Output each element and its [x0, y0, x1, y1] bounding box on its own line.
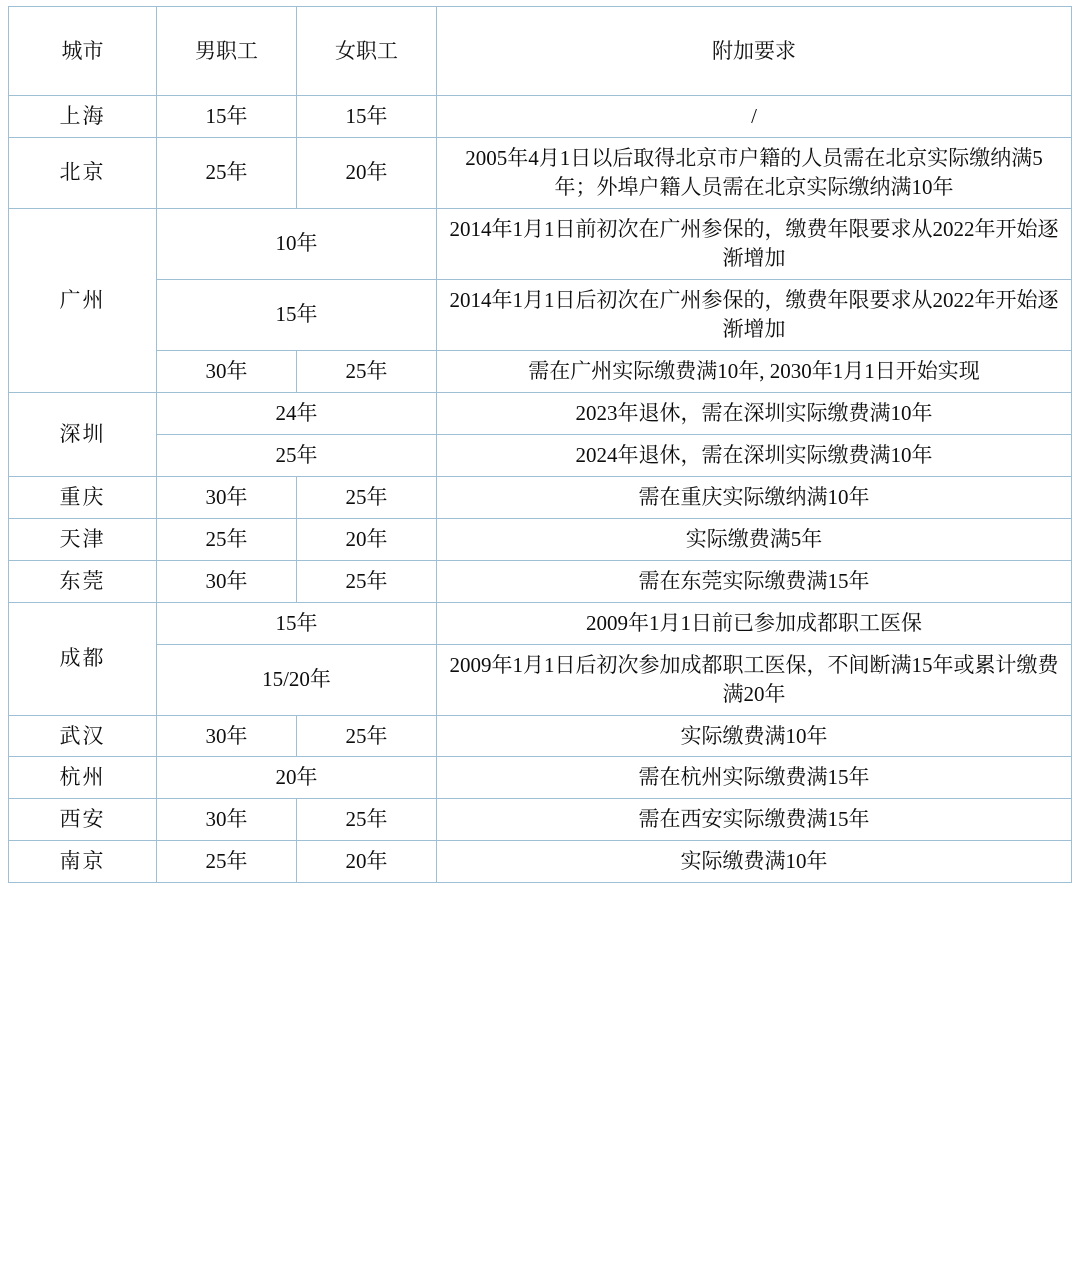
- cell-extra-requirement: 需在东莞实际缴费满15年: [437, 560, 1072, 602]
- column-header-female: 女职工: [297, 7, 437, 96]
- column-header-male: 男职工: [157, 7, 297, 96]
- cell-extra-requirement: 2014年1月1日前初次在广州参保的，缴费年限要求从2022年开始逐渐增加: [437, 208, 1072, 279]
- cell-female-years: 25年: [297, 560, 437, 602]
- cell-extra-requirement: /: [437, 96, 1072, 138]
- table-row: [9, 279, 1072, 350]
- cell-female-years: 20年: [297, 137, 437, 208]
- cell-extra-requirement: 需在杭州实际缴费满15年: [437, 757, 1072, 799]
- table-row: [9, 841, 1072, 883]
- cell-female-years: 25年: [297, 476, 437, 518]
- table-row: [9, 518, 1072, 560]
- column-header-city: 城市: [9, 7, 157, 96]
- table-row: [9, 644, 1072, 715]
- cell-male-years: 30年: [157, 476, 297, 518]
- cell-years-merged: 15年: [157, 602, 437, 644]
- cell-extra-requirement: 2005年4月1日以后取得北京市户籍的人员需在北京实际缴纳满5年；外埠户籍人员需在北京实际缴纳满10年: [437, 137, 1072, 208]
- cell-city: 成都: [9, 602, 157, 715]
- cell-female-years: 25年: [297, 799, 437, 841]
- table-row: [9, 96, 1072, 138]
- column-header-extra-requirements: 附加要求: [437, 7, 1072, 96]
- cell-extra-requirement: 2009年1月1日后初次参加成都职工医保，不间断满15年或累计缴费满20年: [437, 644, 1072, 715]
- cell-male-years: 25年: [157, 841, 297, 883]
- cell-years-merged: 15年: [157, 279, 437, 350]
- cell-years-merged: 20年: [157, 757, 437, 799]
- cell-years-merged: 15/20年: [157, 644, 437, 715]
- table-row: [9, 560, 1072, 602]
- table-row: [9, 137, 1072, 208]
- cell-male-years: 30年: [157, 715, 297, 757]
- table-row: [9, 434, 1072, 476]
- cell-male-years: 25年: [157, 518, 297, 560]
- cell-male-years: 30年: [157, 799, 297, 841]
- cell-extra-requirement: 2014年1月1日后初次在广州参保的，缴费年限要求从2022年开始逐渐增加: [437, 279, 1072, 350]
- table-row: [9, 476, 1072, 518]
- cell-extra-requirement: 需在广州实际缴费满10年, 2030年1月1日开始实现: [437, 350, 1072, 392]
- cell-city: 天津: [9, 518, 157, 560]
- cell-extra-requirement: 需在重庆实际缴纳满10年: [437, 476, 1072, 518]
- table-row: [9, 757, 1072, 799]
- table-body: [9, 96, 1072, 883]
- table-row: [9, 602, 1072, 644]
- cell-extra-requirement: 实际缴费满10年: [437, 841, 1072, 883]
- cell-female-years: 20年: [297, 518, 437, 560]
- cell-years-merged: 25年: [157, 434, 437, 476]
- cell-female-years: 20年: [297, 841, 437, 883]
- cell-years-merged: 24年: [157, 392, 437, 434]
- cell-city: 西安: [9, 799, 157, 841]
- cell-city: 北京: [9, 137, 157, 208]
- cell-years-merged: 10年: [157, 208, 437, 279]
- cell-extra-requirement: 实际缴费满5年: [437, 518, 1072, 560]
- cell-city: 南京: [9, 841, 157, 883]
- cell-male-years: 30年: [157, 560, 297, 602]
- table-row: [9, 715, 1072, 757]
- cell-extra-requirement: 2009年1月1日前已参加成都职工医保: [437, 602, 1072, 644]
- cell-male-years: 30年: [157, 350, 297, 392]
- cell-city: 杭州: [9, 757, 157, 799]
- table-row: [9, 799, 1072, 841]
- cell-city: 东莞: [9, 560, 157, 602]
- cell-female-years: 25年: [297, 715, 437, 757]
- cell-city: 上海: [9, 96, 157, 138]
- cell-male-years: 25年: [157, 137, 297, 208]
- table-header: [9, 7, 1072, 96]
- table-header-row: [9, 7, 1072, 96]
- table-row: [9, 392, 1072, 434]
- cell-city: 重庆: [9, 476, 157, 518]
- cell-city: 深圳: [9, 392, 157, 476]
- table-row: [9, 350, 1072, 392]
- cell-extra-requirement: 2024年退休，需在深圳实际缴费满10年: [437, 434, 1072, 476]
- cell-female-years: 25年: [297, 350, 437, 392]
- cell-male-years: 15年: [157, 96, 297, 138]
- cell-extra-requirement: 需在西安实际缴费满15年: [437, 799, 1072, 841]
- table-row: [9, 208, 1072, 279]
- retirement-medical-insurance-table: [8, 6, 1072, 883]
- cell-extra-requirement: 2023年退休，需在深圳实际缴费满10年: [437, 392, 1072, 434]
- cell-city: 武汉: [9, 715, 157, 757]
- cell-city: 广州: [9, 208, 157, 392]
- cell-extra-requirement: 实际缴费满10年: [437, 715, 1072, 757]
- cell-female-years: 15年: [297, 96, 437, 138]
